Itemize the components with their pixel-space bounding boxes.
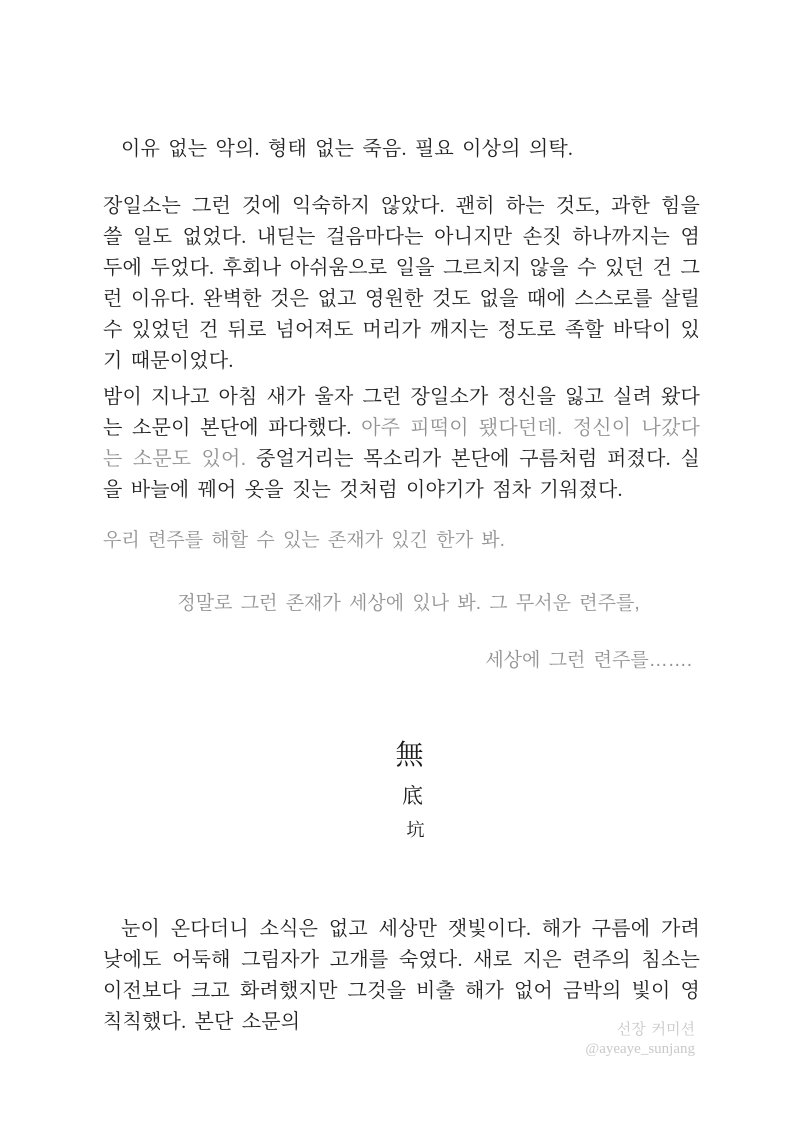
watermark-commission-label: 선장 커미션 (616, 1022, 695, 1038)
paragraph-janilso: 장일소는 그런 것에 익숙하지 않았다. 괜히 하는 것도, 과한 힘을 쓸 일도 없었다. 내딛는 걸음마다는 아니지만 손짓 하나까지는 염두에 두었다. 후회나 아쉬움으로 일을 그르치지 않을 수 있던 건 그런 이유다. 완벽한 것은 없고 영원한 것도 없을 때에 스스로를 살릴 수 있었던 건 뒤로 넘어져도 머리가 깨지는 정도로 족할 바닥이 있기 때문이었다. (103, 195, 700, 372)
paragraph-snow-opening: 눈이 온다더니 소식은 없고 세상만 잿빛이다. 해가 구름에 가려 낮에도 어둑해 그림자가 고개를 숙였다. 새로 지은 련주의 침소는 이전보다 크고 화려했지만 그것을 비출 해가 없어 금박의 빛이 영 칙칙했다. 본단 소문의 (103, 918, 700, 1033)
watermark-twitter-handle: @ayeaye_sunjang (585, 1041, 695, 1057)
rumor-whisper-inline: 아주 피떡이 됐다던데. 정신이 나갔다는 소문도 있어. (103, 417, 700, 470)
chapter-title-mujeogaeng (103, 742, 700, 839)
chapter-char-gaeng: 坑 (406, 820, 425, 840)
chapter-char-mu: 無 (395, 740, 424, 771)
intro-line: 이유 없는 악의. 형태 없는 죽음. 필요 이상의 의탁. (121, 138, 574, 160)
whisper-line-center: 정말로 그런 존재가 세상에 있나 봐. 그 무서운 련주를, (177, 593, 640, 614)
rumor-text-after: 중얼거리는 목소리가 본단에 구름처럼 퍼졌다. 실을 바늘에 꿰어 옷을 짓는 것처럼 이야기가 점차 기워졌다. (103, 448, 700, 501)
paragraph-rumor-spread (103, 382, 700, 506)
watermark (585, 1021, 695, 1059)
whisper-line-left: 우리 련주를 해할 수 있는 존재가 있긴 한가 봐. (103, 530, 505, 551)
chapter-char-jeo: 底 (402, 784, 423, 808)
whisper-line-right: 세상에 그런 련주를……. (485, 650, 692, 671)
rumor-text-before: 밤이 지나고 아침 새가 울자 그런 장일소가 정신을 잃고 실려 왔다는 소문이 본단에 파다했다. (103, 386, 700, 439)
